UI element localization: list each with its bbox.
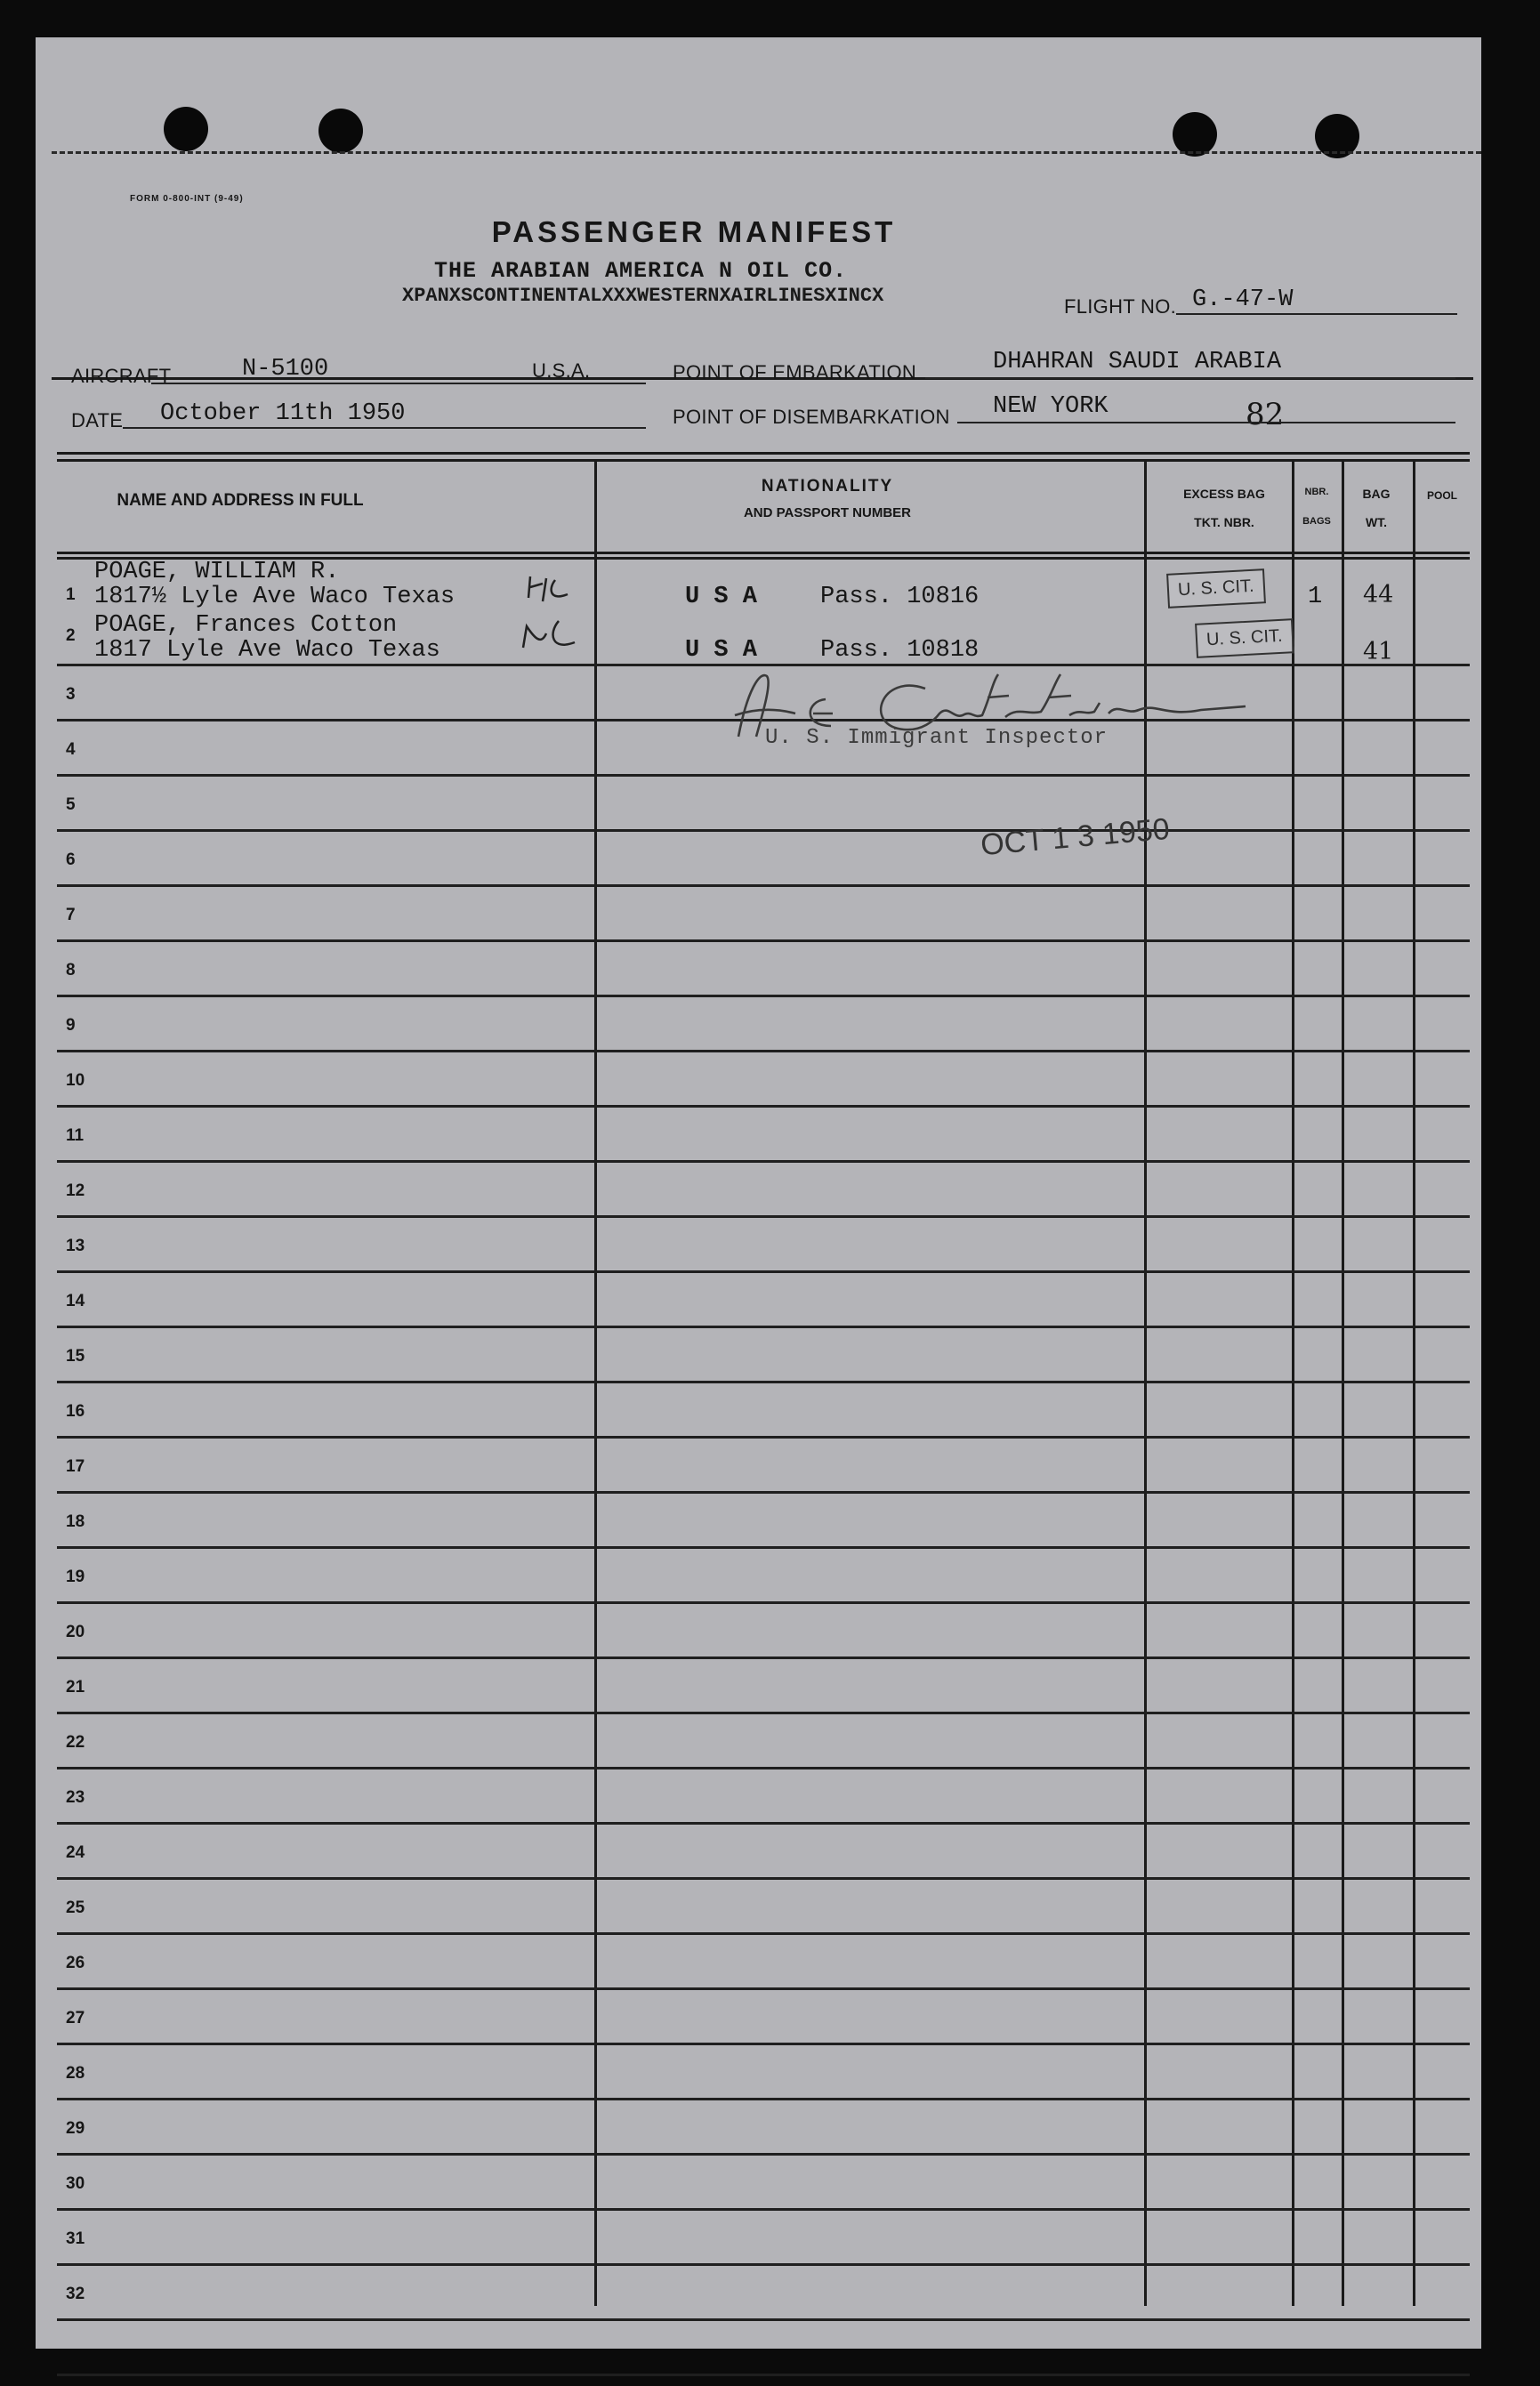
row-line [57, 1932, 1470, 1935]
row-number: 4 [66, 740, 76, 759]
embark-label: POINT OF EMBARKATION [673, 361, 917, 383]
col-divider [1292, 461, 1294, 2306]
row-number: 25 [66, 1898, 85, 1917]
row-number: 32 [66, 2285, 85, 2303]
row-number: 9 [66, 1016, 76, 1035]
row-number: 15 [66, 1347, 85, 1366]
row-number: 31 [66, 2229, 85, 2248]
row-number: 3 [66, 685, 76, 704]
row-number: 26 [66, 1954, 85, 1972]
passenger-passport: Pass. 10818 [820, 637, 980, 664]
col-weight-header-2: WT. [1365, 515, 1388, 529]
col-nationality-header: NATIONALITY [761, 477, 894, 496]
row-number: 22 [66, 1733, 85, 1752]
row-line [57, 1877, 1470, 1880]
inspector-title: U. S. Immigrant Inspector [765, 726, 1109, 750]
citizen-stamp: U. S. CIT. [1195, 618, 1294, 658]
row-number: 14 [66, 1292, 85, 1310]
row-number: 6 [66, 850, 76, 869]
date-label: DATE [71, 409, 124, 431]
row-line [57, 1270, 1470, 1273]
row-number: 8 [66, 961, 76, 979]
date-underline [123, 427, 646, 429]
row-number: 23 [66, 1788, 85, 1807]
row-line [57, 995, 1470, 997]
row-line [57, 2208, 1470, 2211]
disembark-value: NEW YORK [993, 393, 1109, 420]
row-number: 7 [66, 906, 76, 924]
passenger-bags: 1 [1308, 584, 1323, 610]
col-passport-header: AND PASSPORT NUMBER [743, 505, 912, 520]
embark-value: DHAHRAN SAUDI ARABIA [993, 349, 1282, 375]
passenger-weight: 44 [1363, 581, 1394, 609]
row-line [57, 1767, 1470, 1769]
row-number: 17 [66, 1457, 85, 1476]
row-number: 19 [66, 1568, 85, 1586]
row-number: 18 [66, 1512, 85, 1531]
col-weight-header: BAG [1362, 487, 1391, 501]
flight-label: FLIGHT NO. [1064, 295, 1177, 318]
row-line [57, 1105, 1470, 1108]
embark-underline [925, 377, 1455, 379]
table-top-rule [57, 452, 1470, 455]
row-line [57, 1436, 1470, 1439]
disembark-underline [957, 422, 1455, 423]
row-line [57, 1381, 1470, 1383]
row-number: 1 [66, 585, 76, 604]
row-line [57, 2153, 1470, 2156]
row-line [57, 1822, 1470, 1825]
row-number: 12 [66, 1181, 85, 1200]
row-line [57, 1601, 1470, 1604]
row-number: 13 [66, 1237, 85, 1255]
row-number: 27 [66, 2009, 85, 2027]
passenger-nationality: U S A [685, 637, 758, 664]
row-line [57, 1050, 1470, 1052]
page-title: PASSENGER MANIFEST [491, 215, 897, 248]
row-number: 21 [66, 1678, 85, 1697]
row-line [57, 884, 1470, 887]
row-number: 28 [66, 2064, 85, 2083]
row-number: 24 [66, 1843, 85, 1862]
aircraft-country: U.S.A. [532, 359, 591, 382]
row-number: 5 [66, 795, 76, 814]
date-stamp: OCT 1 3 1950 [979, 811, 1172, 863]
row-line [57, 939, 1470, 942]
struck-out-airline: XPANXSCONTINENTALXXXWESTERNXAIRLINESXINCX [402, 285, 884, 307]
flight-underline [1176, 313, 1457, 315]
flight-value: G.-47-W [1192, 286, 1294, 313]
row-line [57, 1987, 1470, 1990]
date-value: October 11th 1950 [160, 400, 406, 427]
row-number: 16 [66, 1402, 85, 1421]
row-line [57, 774, 1470, 777]
row-line [57, 2098, 1470, 2100]
row-number: 30 [66, 2174, 85, 2193]
row-number: 20 [66, 1623, 85, 1641]
passenger-passport: Pass. 10816 [820, 584, 980, 610]
row-line [57, 2263, 1470, 2266]
row-line [57, 1712, 1470, 1714]
header-bottom-rule [57, 552, 1470, 554]
row-number: 29 [66, 2119, 85, 2138]
row-line [57, 1215, 1470, 1218]
col-name-header: NAME AND ADDRESS IN FULL [117, 491, 364, 510]
table-top-rule [57, 459, 1470, 462]
row-line [57, 1491, 1470, 1494]
passenger-address: 1817½ Lyle Ave Waco Texas [94, 584, 456, 610]
passenger-name: POAGE, WILLIAM R. [94, 559, 340, 585]
col-excess-header: EXCESS BAG [1183, 487, 1265, 501]
col-divider [1413, 461, 1415, 2306]
passenger-weight: 41 [1363, 638, 1394, 665]
row-line [57, 1546, 1470, 1549]
aircraft-value: N-5100 [242, 356, 329, 383]
col-divider [594, 461, 597, 2306]
form-id: FORM 0-800-INT (9-49) [130, 194, 244, 204]
company-name: THE ARABIAN AMERICA N OIL CO. [434, 258, 848, 284]
col-divider [1342, 461, 1344, 2306]
row-line [57, 1160, 1470, 1163]
manifest-sheet [36, 37, 1481, 2349]
passenger-name: POAGE, Frances Cotton [94, 612, 398, 639]
row-number: 2 [66, 626, 76, 645]
row-line [57, 2043, 1470, 2045]
passenger-address: 1817 Lyle Ave Waco Texas [94, 637, 440, 664]
punch-hole [1173, 112, 1217, 157]
aircraft-underline [151, 383, 646, 384]
passenger-nationality: U S A [685, 584, 758, 610]
perforation-line [52, 151, 1481, 154]
punch-hole [318, 109, 363, 153]
disembark-label: POINT OF DISEMBARKATION [673, 406, 950, 428]
handwritten-number: 82 [1246, 397, 1285, 432]
row-line [57, 1656, 1470, 1659]
punch-hole [164, 107, 208, 151]
row-line [57, 2318, 1470, 2321]
col-excess-header-2: TKT. NBR. [1194, 515, 1254, 529]
row-line [57, 829, 1470, 832]
col-bags-header: NBR. [1304, 487, 1329, 497]
handwritten-initials [516, 571, 614, 669]
row-line [57, 1326, 1470, 1328]
aircraft-label: AIRCRAFT [71, 365, 172, 387]
citizen-stamp: U. S. CIT. [1166, 568, 1265, 609]
col-bags-header-2: BAGS [1302, 516, 1331, 527]
row-line [57, 2374, 1470, 2376]
row-number: 11 [66, 1126, 85, 1145]
row-number: 10 [66, 1071, 85, 1090]
col-pool-header: POOL [1426, 489, 1457, 502]
